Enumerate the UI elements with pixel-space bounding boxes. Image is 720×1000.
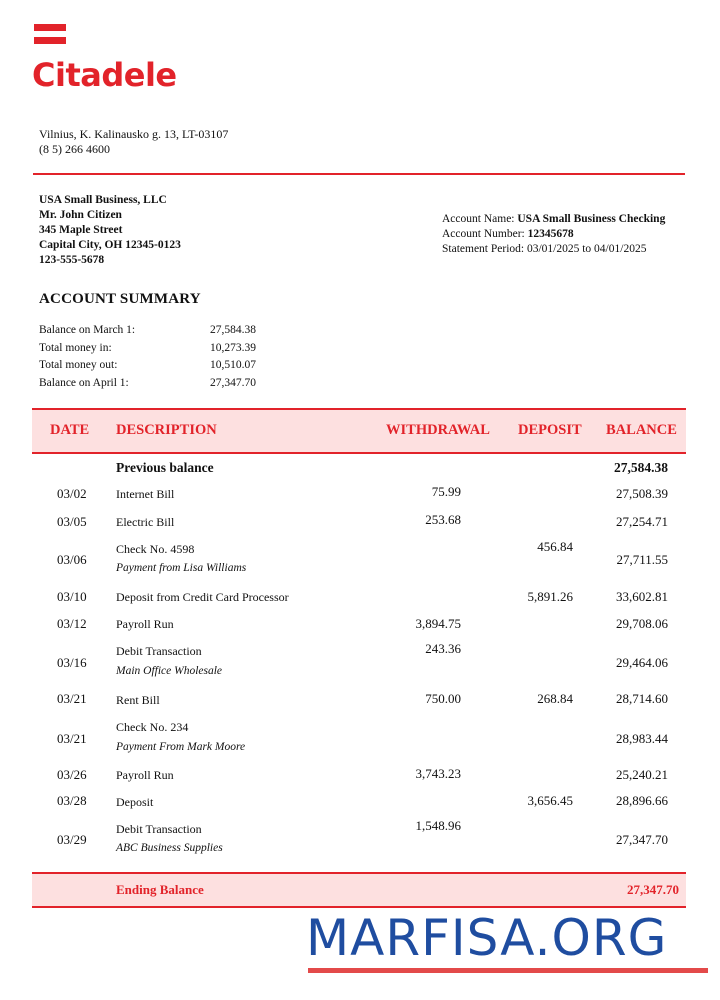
row-balance: 27,254.71 [616,514,668,529]
table-row [32,817,686,864]
row-date: 03/12 [57,616,87,631]
account-number-value: 12345678 [527,228,574,240]
statement-period-value: 03/01/2025 to 04/01/2025 [526,243,647,255]
row-description: Payroll Run [116,617,174,631]
row-deposit: 456.84 [537,539,573,554]
row-withdrawal: 3,894.75 [415,616,461,631]
statement-period-line [442,242,665,257]
bank-address-line: Vilnius, K. Kalinausko g. 13, LT-03107 [39,127,229,141]
header-withdrawal: WITHDRAWAL [386,422,490,438]
table-row [32,585,686,612]
row-description: Deposit [116,795,154,809]
summary-value: 27,347.70 [210,376,256,389]
row-memo: Payment From Mark Moore [116,741,246,753]
ending-balance-value: 27,347.70 [627,882,679,897]
table-row [32,482,686,510]
row-balance: 29,464.06 [616,655,668,670]
account-name-label: Account Name: [442,213,515,225]
row-deposit: 5,891.26 [527,589,573,604]
row-balance: 27,711.55 [616,552,668,567]
row-memo: Main Office Wholesale [116,665,223,677]
row-description: Debit Transaction [116,644,202,658]
row-description: Payroll Run [116,768,174,782]
table-row [32,510,686,538]
row-balance: 28,983.44 [616,731,668,746]
row-withdrawal: 1,548.96 [415,818,461,833]
transactions-table [32,408,686,908]
header-deposit: DEPOSIT [518,422,582,438]
customer-phone: 123-555-5678 [39,254,105,266]
table-row [32,688,686,715]
customer-name: Mr. John Citizen [39,209,122,221]
row-date: 03/16 [57,655,87,670]
summary-label: Balance on March 1: [39,324,136,336]
summary-row [39,357,279,375]
account-summary-title: ACCOUNT SUMMARY [39,291,201,307]
ending-balance-row [32,872,686,908]
row-date: 03/21 [57,731,87,746]
row-balance: 29,708.06 [616,616,668,631]
row-withdrawal: 750.00 [425,691,461,706]
row-deposit: 268.84 [537,691,573,706]
row-description: Internet Bill [116,487,175,501]
summary-label: Balance on April 1: [39,376,129,389]
table-row [32,763,686,790]
row-date: 03/02 [57,486,87,501]
row-description: Rent Bill [116,693,160,707]
summary-row [39,375,279,393]
row-withdrawal: 243.36 [425,641,461,656]
header-balance: BALANCE [606,422,677,438]
row-balance: 28,714.60 [616,691,668,706]
row-description: Check No. 234 [116,720,189,734]
citadele-logo-icon [34,24,66,50]
summary-label: Total money out: [39,359,118,371]
watermark-text: MARFISA.ORG [306,909,668,967]
previous-balance-value: 27,584.38 [614,460,668,475]
row-deposit: 3,656.45 [527,793,573,808]
summary-label: Total money in: [39,341,112,354]
customer-street: 345 Maple Street [39,224,123,236]
row-balance: 27,347.70 [616,832,668,847]
table-row [32,612,686,640]
summary-value: 10,510.07 [210,359,256,371]
account-name-value: USA Small Business Checking [517,213,666,225]
account-name-line [442,212,665,227]
row-balance: 25,240.21 [616,767,668,782]
account-summary [39,322,279,392]
account-info-block [442,212,665,257]
table-row [32,715,686,763]
row-description: Debit Transaction [116,822,202,836]
summary-row [39,322,279,340]
summary-row [39,340,279,358]
row-date: 03/05 [57,514,87,529]
row-date: 03/29 [57,832,87,847]
bank-phone: (8 5) 266 4600 [39,142,110,156]
row-date: 03/28 [57,793,87,808]
summary-value: 10,273.39 [210,341,256,354]
header-description: DESCRIPTION [116,422,217,438]
table-header [32,408,686,454]
row-memo: Payment from Lisa Williams [116,562,247,574]
row-description: Check No. 4598 [116,542,195,556]
account-number-label: Account Number: [442,228,525,240]
row-date: 03/06 [57,552,87,567]
table-row [32,640,686,688]
previous-balance-label: Previous balance [116,460,214,475]
table-body [32,454,686,864]
table-row [32,538,686,585]
row-balance: 28,896.66 [616,793,668,808]
watermark [306,910,706,966]
row-withdrawal: 253.68 [425,512,461,527]
table-row [32,790,686,817]
statement-period-label: Statement Period: [442,243,525,255]
row-withdrawal: 75.99 [431,484,461,499]
row-date: 03/26 [57,767,87,782]
customer-city: Capital City, OH 12345-0123 [39,239,181,251]
row-date: 03/10 [57,589,87,604]
bank-address [39,127,228,157]
row-description: Deposit from Credit Card Processor [116,590,289,604]
ending-balance-label: Ending Balance [116,882,204,897]
row-date: 03/21 [57,691,87,706]
row-balance: 33,602.81 [616,589,668,604]
row-description: Electric Bill [116,515,175,529]
summary-value: 27,584.38 [210,324,256,336]
customer-address-block [39,193,181,268]
row-memo: ABC Business Supplies [116,842,223,854]
bank-logo-text: Citadele [32,56,177,94]
header-date: DATE [50,422,90,438]
customer-company: USA Small Business, LLC [39,194,167,206]
account-number-line [442,227,665,242]
row-withdrawal: 3,743.23 [415,766,461,781]
previous-balance-row [32,454,686,482]
row-balance: 27,508.39 [616,486,668,501]
watermark-underline [308,968,708,973]
header-divider [33,173,685,175]
